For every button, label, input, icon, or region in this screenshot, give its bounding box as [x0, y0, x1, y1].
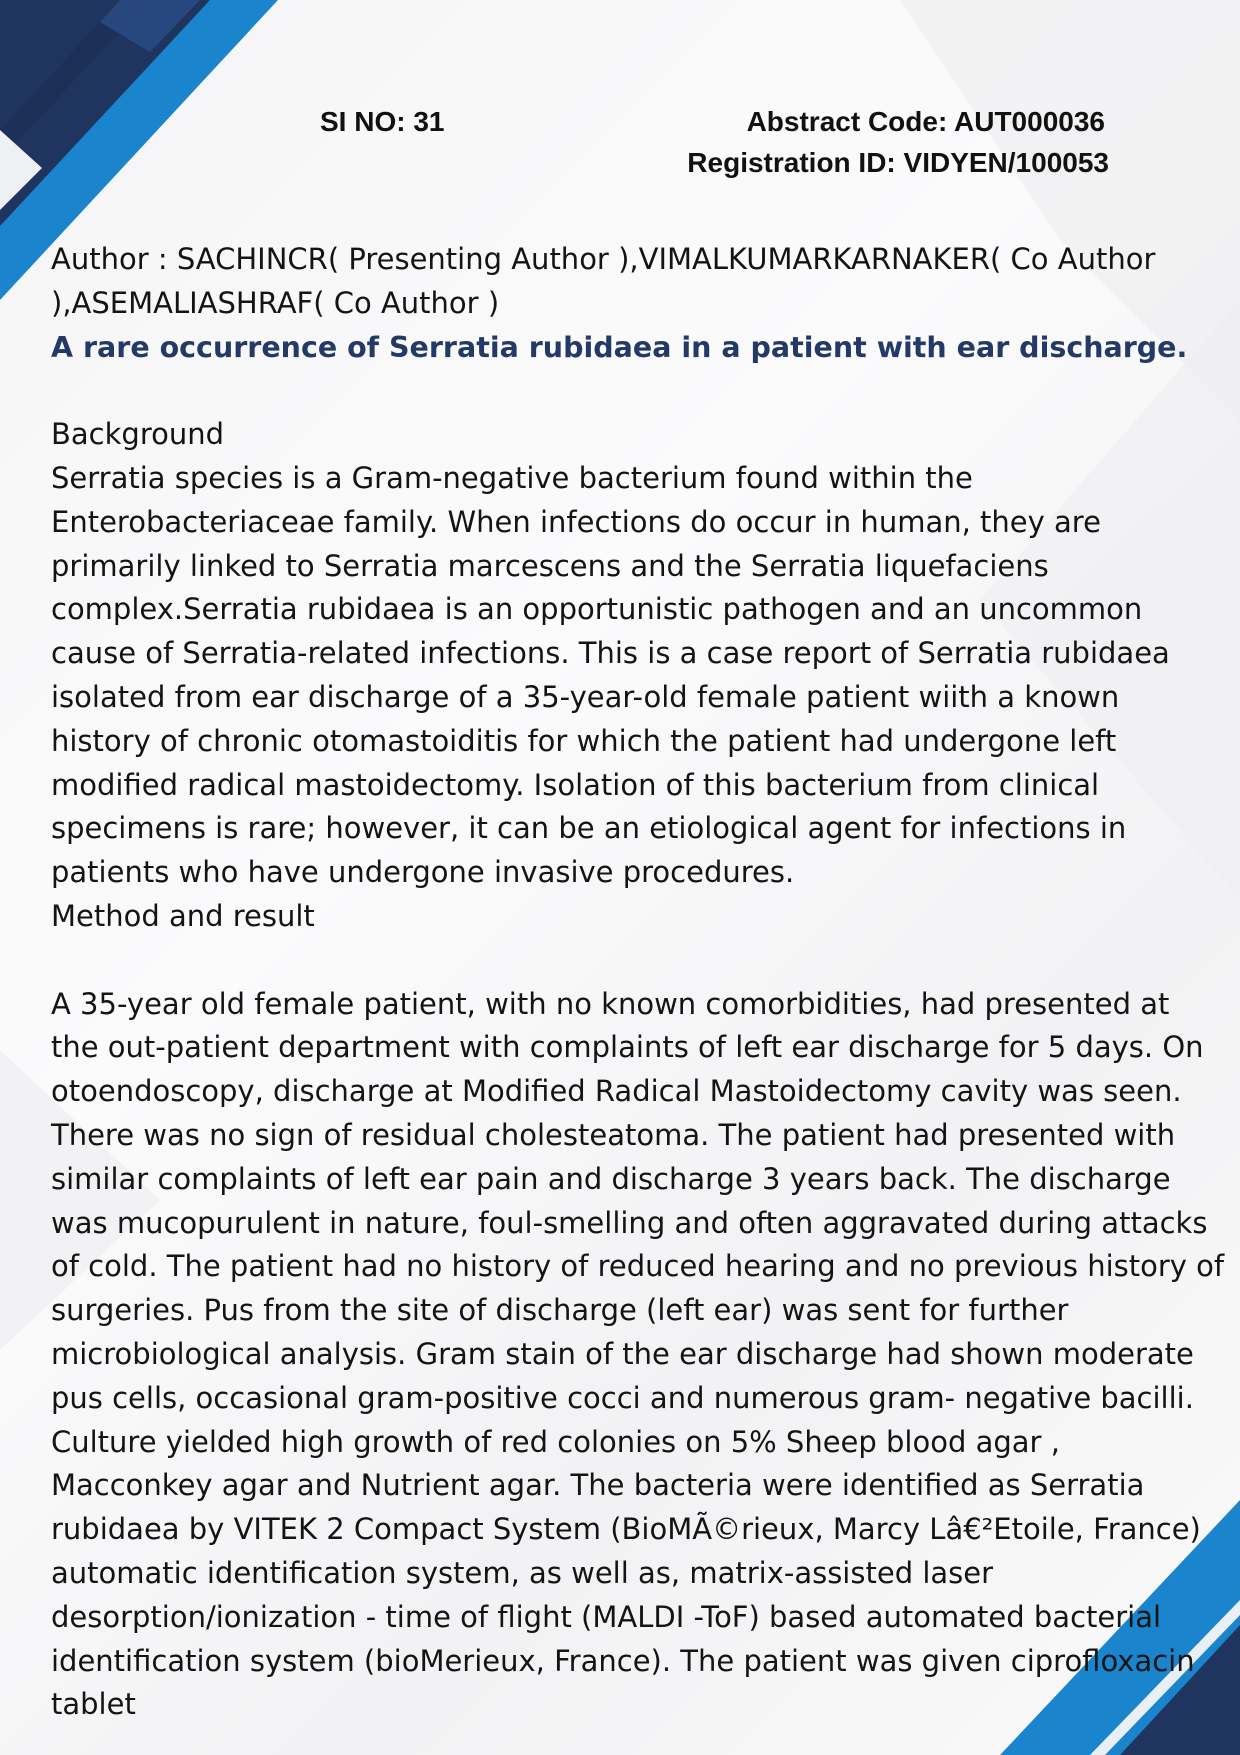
method-paragraph: A 35-year old female patient, with no known comorbidities, had presented at the out-patient department with complaints of left ear discharge for 5 days. On otoendoscopy, discharge at Modified Radical Mastoidectomy cavity was seen. There was no sign of residual cholesteatoma. The patient had presented with similar complaints of left ear pain and discharge 3 years back. The discharge was mucopurulent in nature, foul-smelling and often aggravated during attacks of cold. The patient had no history of reduced hearing and no previous history of surgeries. Pus from the site of discharge (left ear) was sent for further microbiological analysis. Gram stain of the ear discharge had shown moderate pus cells, occasional gram-positive cocci and numerous gram- negative bacilli. Culture yielded high growth of red colonies on 5% Sheep blood agar , Macconkey agar and Nutrient agar. The bacteria were identified as Serratia rubidaea by VITEK 2 Compact System (BioMÃ©rieux, Marcy Lâ€²Etoile, France) automatic identification system, as well as, matrix-assisted laser desorption/ionization - time of flight (MALDI -ToF) based automated bacterial identification system (bioMerieux, France). The patient was given ciprofloxacin tablet — [51, 986, 1225, 1722]
registration-id: Registration ID: VIDYEN/100053 — [687, 147, 1109, 178]
abstract-title: A rare occurrence of Serratia rubidaea in a patient with ear discharge. — [51, 330, 1188, 364]
spacer — [51, 369, 1226, 413]
si-number: SI NO: 31 — [320, 106, 445, 137]
spacer — [51, 939, 1226, 983]
abstract-body — [51, 238, 1226, 1727]
background-paragraph: Serratia species is a Gram-negative bacterium found within the Enterobacteriaceae family. When infections do occur in human, they are primarily linked to Serratia marcescens and the Serratia liquefaciens complex.Serratia rubidaea is an opportunistic pathogen and an uncommon cause of Serratia-related infections. This is a case report of Serratia rubidaea isolated from ear discharge of a 35-year-old female patient wiith a known history of chronic otomastoiditis for which the patient had undergone left modified radical mastoidectomy. Isolation of this bacterium from clinical specimens is rare; however, it can be an etiological agent for infections in patients who have undergone invasive procedures. — [51, 460, 1170, 890]
method-heading: Method and result — [51, 898, 315, 933]
abstract-code: Abstract Code: AUT000036 — [746, 106, 1105, 137]
background-heading: Background — [51, 417, 225, 452]
author-line: Author : SACHINCR( Presenting Author ),VIMALKUMARKARNAKER( Co Author ),ASEMALIASHRAF( Co Author ) — [51, 242, 1156, 320]
